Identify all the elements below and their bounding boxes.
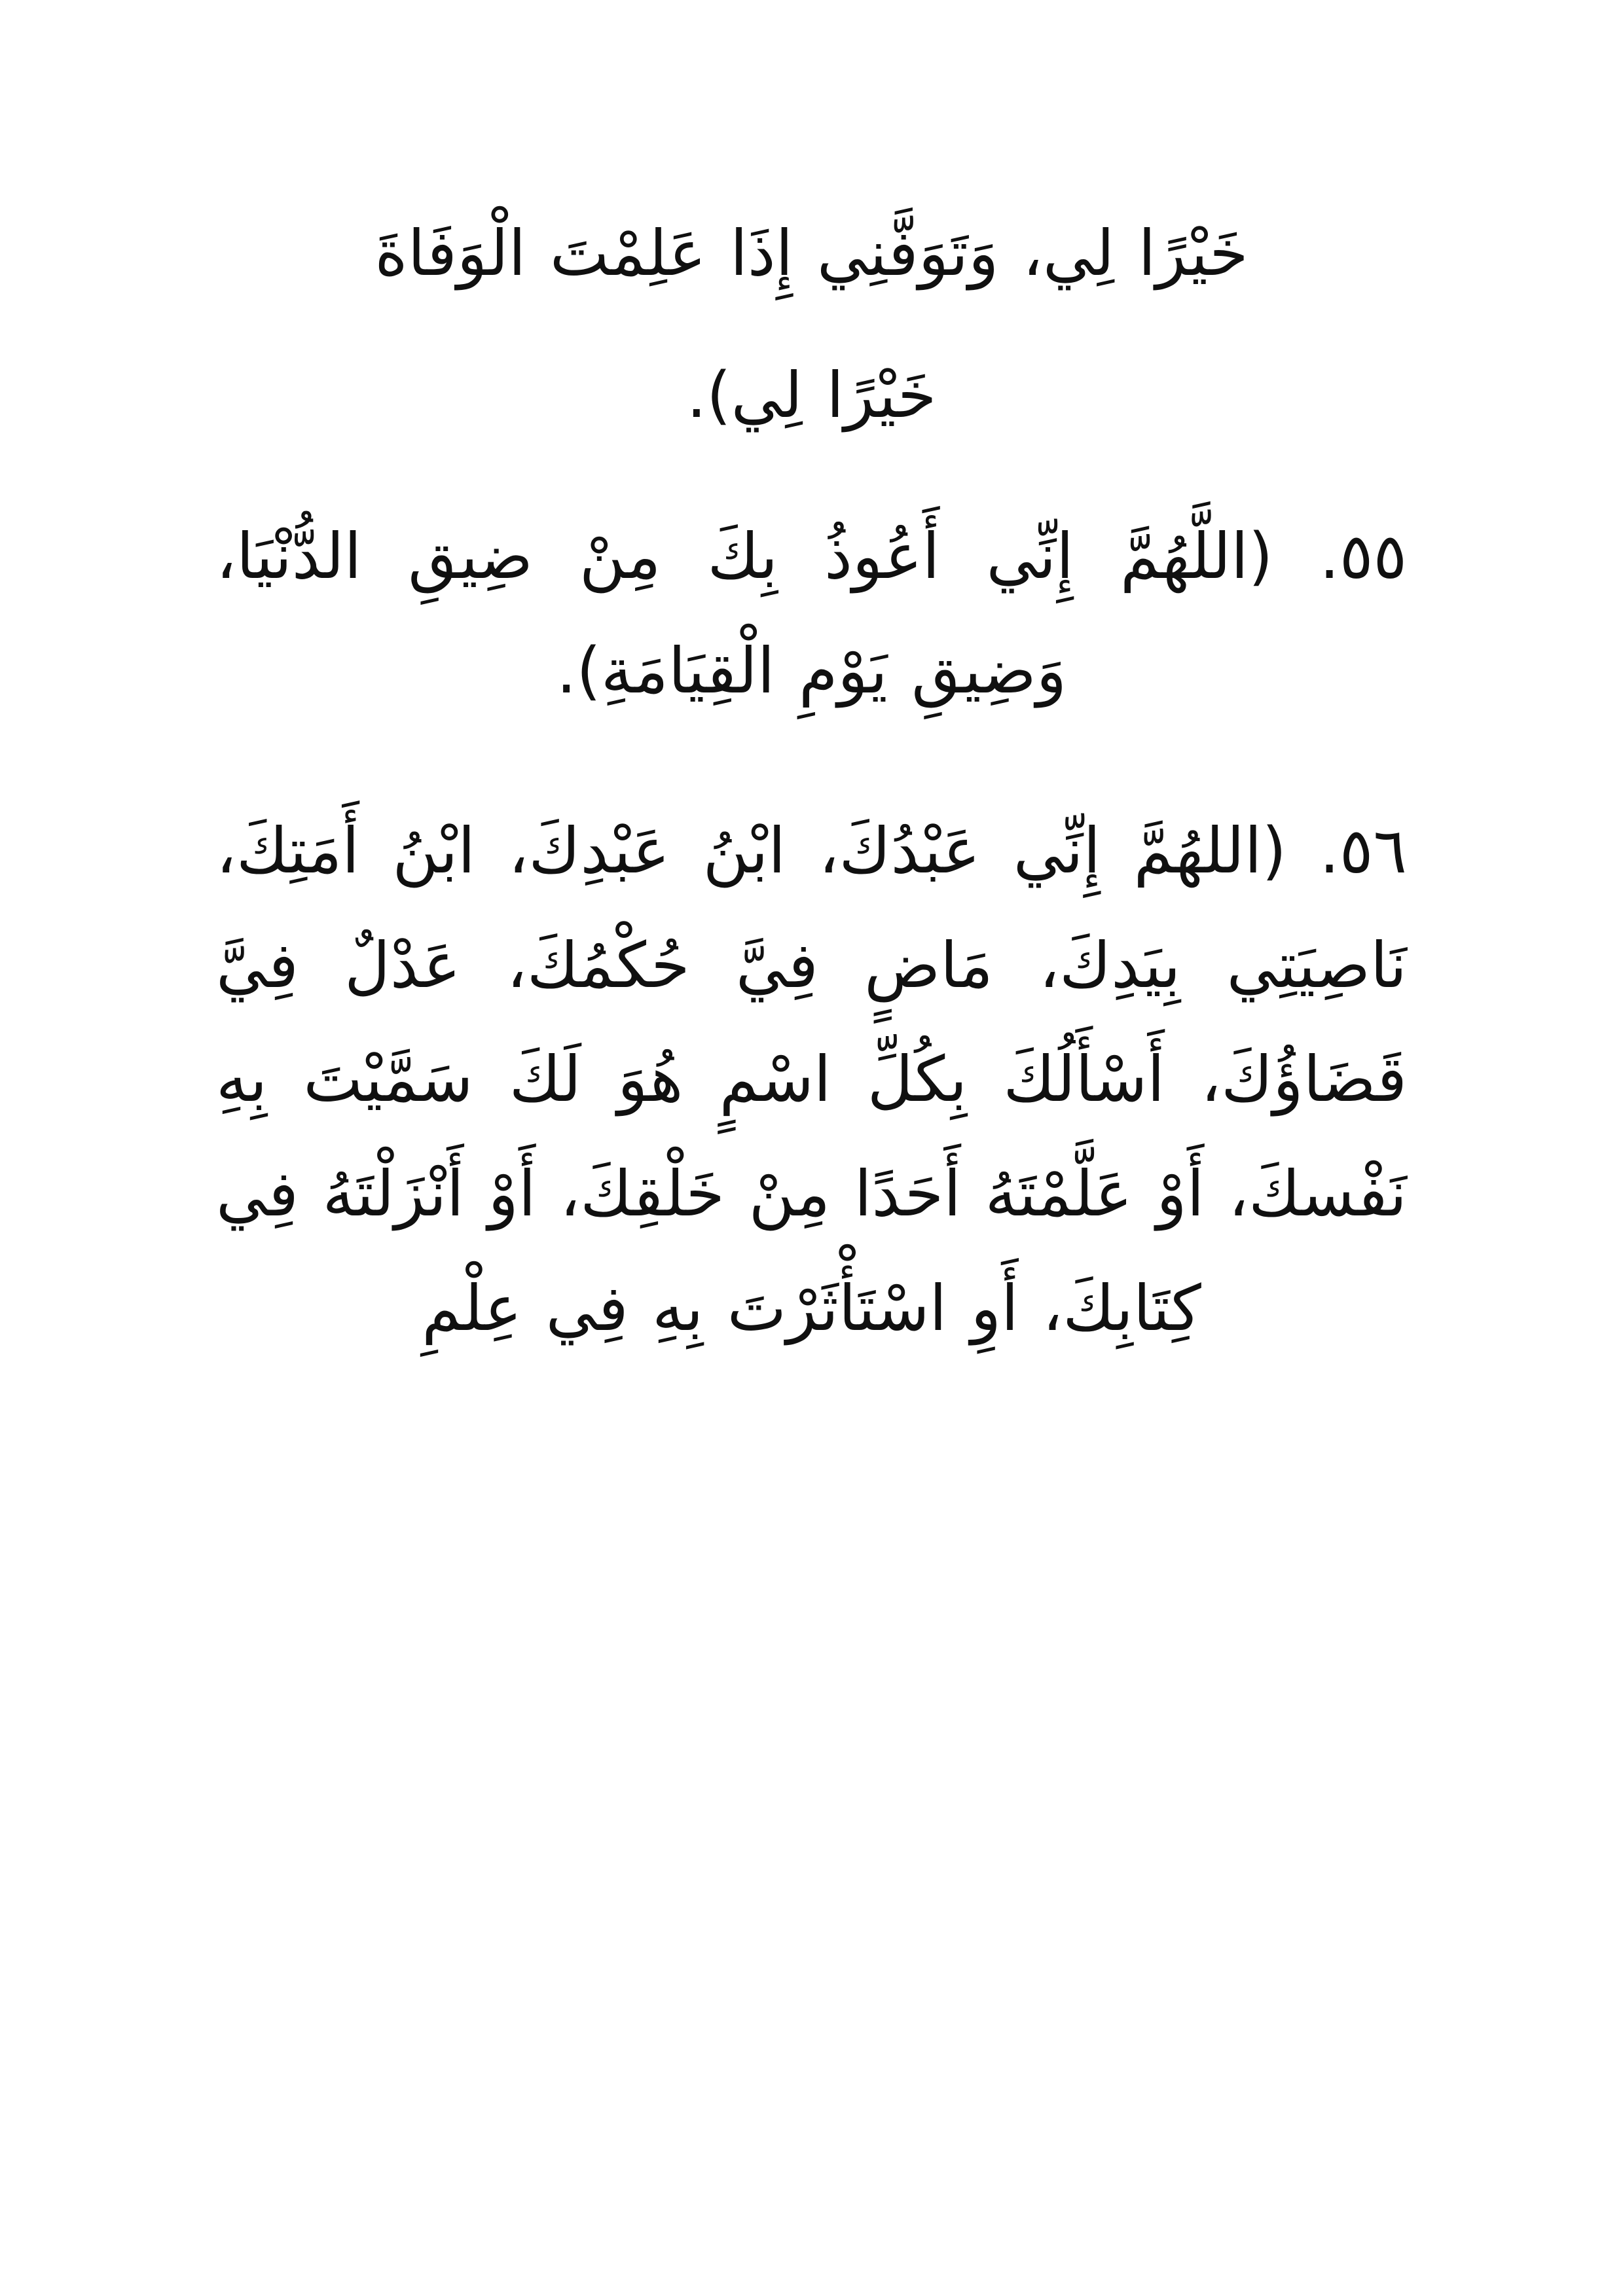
paragraph-spacer-2 [216, 756, 1407, 794]
entry-number-55: ٥٥. [1319, 520, 1408, 594]
entry-number-56: ٥٦. [1319, 814, 1408, 888]
entry-text-56: (اللهُمَّ إِنِّي عَبْدُكَ، ابْنُ عَبْدِكَ، ابْنُ أَمَتِكَ، نَاصِيَتِي بِيَدِكَ، مَاضٍ فِيَّ حُكْمُكَ، عَدْلٌ فِيَّ قَضَاؤُكَ، أَسْأَلُكَ بِكُلِّ اسْمٍ هُوَ لَكَ سَمَّيْتَ بِهِ نَفْسكَ، أَوْ عَلَّمْتَهُ أَحَدًا مِنْ خَلْقِكَ، أَوْ أَنْزَلْتَهُ فِي كِتَابِكَ، أَوِ اسْتَأْثَرْتَ بِهِ فِي عِلْمِ [216, 814, 1407, 1345]
entry-text-55: (اللَّهُمَّ إِنِّي أَعُوذُ بِكَ مِنْ ضِيقِ الدُّنْيَا، وَضِيقِ يَوْمِ الْقِيَامَةِ). [216, 520, 1273, 708]
paragraph-spacer-1 [216, 480, 1407, 499]
continuation-line-2: خَيْرًا لِي). [686, 358, 937, 432]
supplication-entry-56 [216, 794, 1407, 1366]
continuation-line-1: خَيْرًا لِي، وَتَوَفَّنِي إِذَا عَلِمْتَ الْوَفَاةَ [374, 217, 1249, 290]
supplication-entry-55 [216, 499, 1407, 728]
